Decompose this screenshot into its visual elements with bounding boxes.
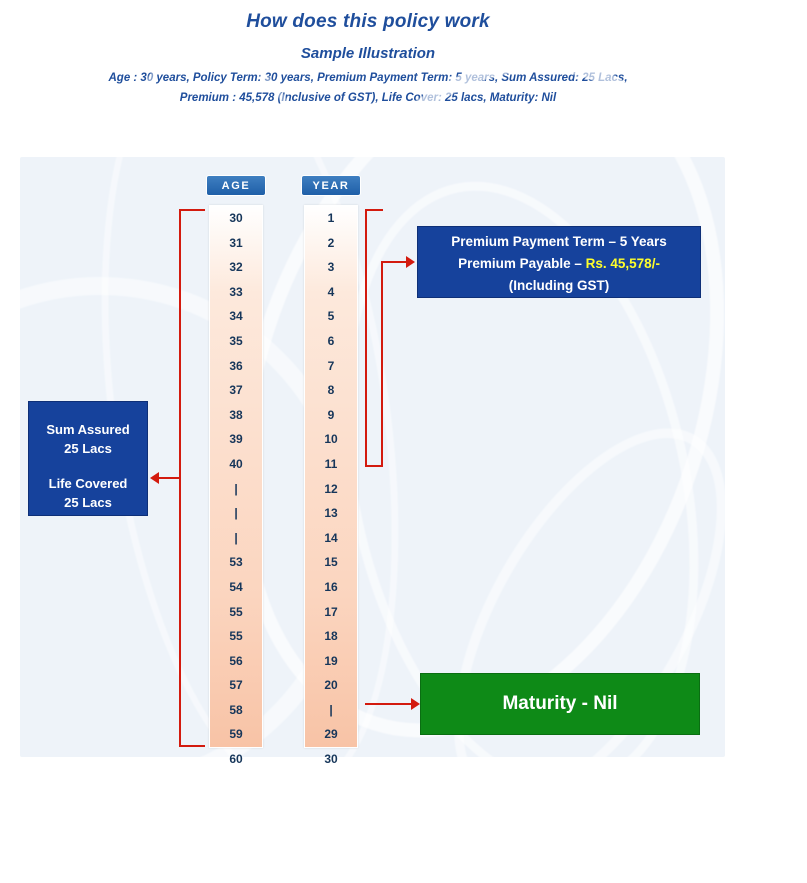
year-cell: 20 <box>324 678 338 693</box>
age-cell: 60 <box>229 752 243 767</box>
premium-callout-box <box>417 226 701 298</box>
age-cell: 55 <box>229 629 243 644</box>
age-cell: 39 <box>229 432 243 447</box>
cover-arrow-head-icon <box>150 472 159 484</box>
premium-payable-label: Premium Payable – <box>458 256 586 271</box>
age-cell: 54 <box>229 579 243 594</box>
age-cell: 56 <box>229 653 243 668</box>
year-cell: 10 <box>324 432 338 447</box>
premium-bracket-stem-vertical <box>381 261 383 467</box>
year-column <box>304 205 358 767</box>
sum-assured-label: Sum Assured <box>46 422 130 437</box>
year-cell: 6 <box>327 333 335 348</box>
year-cell: 29 <box>324 727 338 742</box>
premium-bracket-vertical <box>365 209 367 467</box>
age-cell: 53 <box>229 555 243 570</box>
year-cell: 1 <box>327 211 335 225</box>
age-cell: 33 <box>229 284 243 299</box>
age-cell: | <box>234 506 238 521</box>
premium-payable-row <box>418 253 700 275</box>
premium-arrow-line <box>381 261 406 263</box>
year-cell: 13 <box>324 506 338 521</box>
year-cell: 16 <box>324 579 338 594</box>
year-cell: 4 <box>327 284 335 299</box>
year-cell: | <box>329 702 333 717</box>
age-cell: 35 <box>229 333 243 348</box>
sum-assured-callout-box <box>28 401 148 516</box>
policy-details-line-2: Premium : 45,578 (Inclusive of GST), Life Cover: 25 lacs, Maturity: Nil <box>179 92 557 104</box>
age-cell: 38 <box>229 407 243 422</box>
premium-term-text: Premium Payment Term – 5 Years <box>451 234 667 249</box>
year-cell: 12 <box>324 481 338 496</box>
year-cell: 8 <box>327 383 335 398</box>
premium-bracket-top <box>365 209 383 211</box>
cover-bracket-top <box>179 209 205 211</box>
maturity-label: Maturity - Nil <box>502 693 618 714</box>
age-cell: 36 <box>229 358 243 373</box>
age-cell: | <box>234 481 238 496</box>
year-cell: 7 <box>327 358 335 373</box>
year-cell: 3 <box>327 260 335 275</box>
year-cell: 15 <box>324 555 338 570</box>
cover-arrow-line <box>159 477 181 479</box>
column-header-year: YEAR <box>301 175 361 196</box>
age-cell: 57 <box>229 678 243 693</box>
year-cell: 11 <box>324 456 338 471</box>
year-cell: 2 <box>327 235 335 250</box>
age-cell: 55 <box>229 604 243 619</box>
year-cell: 14 <box>324 530 338 545</box>
diagram-panel <box>20 157 725 767</box>
age-cell: 40 <box>229 456 243 471</box>
age-column <box>209 205 263 767</box>
cover-bracket-bottom <box>179 745 205 747</box>
premium-arrow-head-icon <box>406 256 415 268</box>
age-cell: | <box>234 530 238 545</box>
spacer <box>29 458 147 474</box>
year-cell: 17 <box>324 604 338 619</box>
year-cell: 9 <box>327 407 335 422</box>
year-cell: 5 <box>327 309 335 324</box>
year-cell: 18 <box>324 629 338 644</box>
life-covered-value: 25 Lacs <box>64 495 112 510</box>
policy-details-line-1: Age : 30 years, Policy Term: 30 years, Premium Payment Term: 5 years, Sum Assured: 25 Lacs, <box>108 72 628 84</box>
premium-amount: Rs. 45,578/- <box>585 256 660 271</box>
column-header-age: AGE <box>206 175 266 196</box>
sum-assured-value: 25 Lacs <box>64 441 112 456</box>
age-cell: 37 <box>229 383 243 398</box>
age-cell: 30 <box>229 211 243 225</box>
age-cell: 31 <box>229 235 243 250</box>
page-title: How does this policy work <box>246 11 490 32</box>
premium-gst-note: (Including GST) <box>508 278 610 293</box>
year-cell: 30 <box>324 752 338 767</box>
year-cell: 19 <box>324 653 338 668</box>
age-cell: 34 <box>229 309 243 324</box>
age-cell: 32 <box>229 260 243 275</box>
maturity-callout-box <box>420 673 700 735</box>
life-covered-label: Life Covered <box>48 476 128 491</box>
page-subtitle: Sample Illustration <box>300 45 436 62</box>
age-cell: 58 <box>229 702 243 717</box>
maturity-arrow-head-icon <box>411 698 420 710</box>
age-cell: 59 <box>229 727 243 742</box>
maturity-arrow-line <box>365 703 413 705</box>
